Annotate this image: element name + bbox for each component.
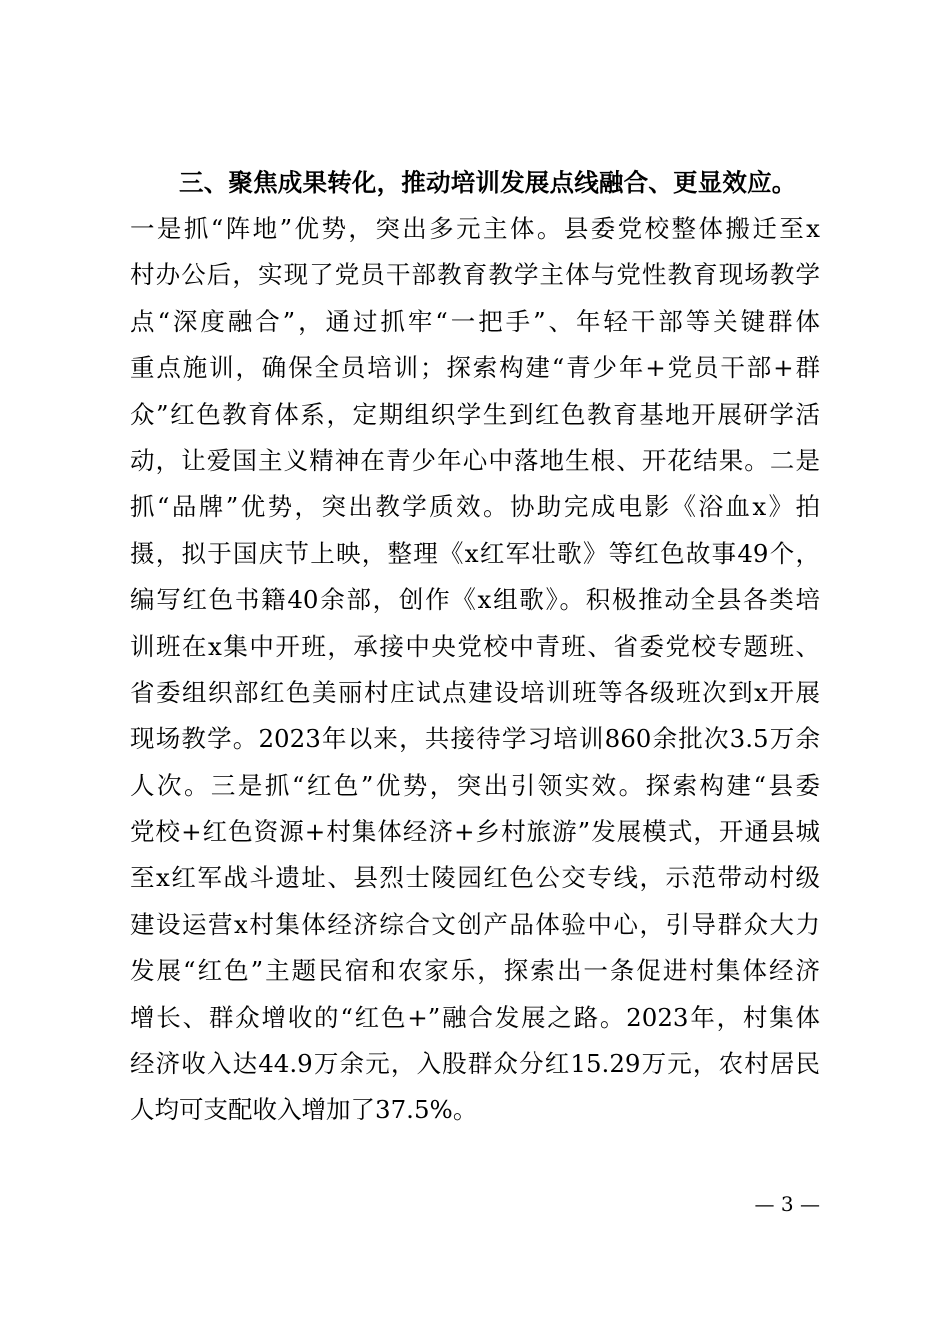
text-line: 经济收入达44.9万余元，入股群众分红15.29万元，农村居民 (130, 1049, 820, 1079)
text-line: 党校+红色资源+村集体经济+乡村旅游”发展模式，开通县城 (130, 817, 820, 847)
section-heading: 三、聚焦成果转化，推动培训发展点线融合、更显效应。 (179, 168, 797, 197)
text-line: 抓“品牌”优势，突出教学质效。协助完成电影《浴血x》拍 (130, 492, 820, 522)
text-line: 建设运营x村集体经济综合文创产品体验中心，引导群众大力 (130, 909, 820, 939)
text-line: 编写红色书籍40余部，创作《x组歌》。积极推动全县各类培 (130, 585, 820, 615)
text-line: 省委组织部红色美丽村庄试点建设培训班等各级班次到x开展 (130, 677, 820, 707)
text-line: 众”红色教育体系，定期组织学生到红色教育基地开展研学活 (130, 399, 820, 429)
text-line: 动，让爱国主义精神在青少年心中落地生根、开花结果。二是 (130, 445, 820, 475)
text-line: 增长、群众增收的“红色+”融合发展之路。2023年，村集体 (130, 1002, 820, 1032)
text-line: 一是抓“阵地”优势，突出多元主体。县委党校整体搬迁至x (130, 214, 820, 243)
text-line: 重点施训，确保全员培训；探索构建“青少年+党员干部+群 (130, 353, 820, 383)
text-line: 人次。三是抓“红色”优势，突出引领实效。探索构建“县委 (130, 770, 820, 800)
text-line: 至x红军战斗遗址、县烈士陵园红色公交专线，示范带动村级 (130, 863, 820, 893)
text-line: 摄，拟于国庆节上映，整理《x红军壮歌》等红色故事49个， (130, 538, 820, 568)
text-line: 训班在x集中开班，承接中央党校中青班、省委党校专题班、 (130, 631, 820, 661)
text-line: 人均可支配收入增加了37.5%。 (130, 1095, 478, 1125)
page-number: — 3 — (754, 1192, 820, 1216)
text-line: 发展“红色”主题民宿和农家乐，探索出一条促进村集体经济 (130, 956, 820, 986)
text-line: 现场教学。2023年以来，共接待学习培训860余批次3.5万余 (130, 724, 820, 754)
text-line: 村办公后，实现了党员干部教育教学主体与党性教育现场教学 (130, 260, 820, 290)
text-line: 点“深度融合”，通过抓牢“一把手”、年轻干部等关键群体 (130, 306, 820, 336)
document-body (130, 160, 820, 1134)
